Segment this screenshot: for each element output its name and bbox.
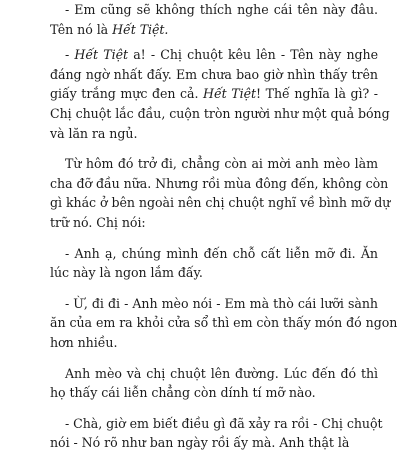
text-run: Chị chuột lắc đầu, cuộn tròn người như một quả bóng [50,105,390,121]
text-run: giấy trắng mực đen cả. [50,86,204,102]
text-line [50,433,378,453]
paragraph [50,364,378,403]
text-line [50,0,378,20]
paragraph-gap [50,353,378,364]
text-line [50,333,378,353]
paragraph-gap [50,283,378,294]
text-run: hơn nhiều. [50,334,118,350]
text-run: nói - Nó rõ như ban ngày rồi ấy mà. Anh thật là [50,435,350,451]
paragraph-gap [50,403,378,414]
text-line [50,84,378,104]
text-run: Từ hôm đó trở đi, chẳng còn ai mời anh mèo làm [65,156,378,172]
text-run: đáng ngờ nhất đấy. Em chưa bao giờ nhìn thấy trên [50,66,378,82]
italic-name: Hết Tiệt [74,47,128,63]
text-line [50,193,391,213]
text-run: - Anh ạ, chúng mình đến chỗ cất liễn mỡ đi. Ăn [65,245,378,261]
paragraph [50,244,378,283]
paragraph [50,45,390,143]
text-line [50,263,378,283]
text-line [50,45,378,65]
italic-name: Hết Tiệt [203,86,257,102]
text-run: Tên nó là [50,21,113,37]
text-run: ! Thế nghĩa là gì? - [256,86,378,102]
text-run: trữ nó. Chị nói: [50,214,146,230]
text-line [50,104,390,124]
text-line [50,20,378,40]
paragraph [50,0,378,39]
text-line [50,313,398,333]
text-line [50,294,378,314]
paragraph-gap [50,233,378,244]
text-run: - Em cũng sẽ không thích nghe cái tên này đâu. [65,2,378,17]
text-line [50,383,378,403]
text-line [50,65,378,85]
text-run: lúc này là ngon lắm đấy. [50,265,203,281]
text-run: - Ừ, đi đi - Anh mèo nói - Em mà thò cái lưỡi sành [65,295,378,311]
italic-name: Hết Tiệt. [112,21,169,37]
text-run: ăn của em ra khỏi cửa sổ thì em còn thấy món đó ngon [50,315,398,331]
text-run: a! - Chị chuột kêu lên - Tên này nghe [128,47,378,63]
paragraph [50,414,383,453]
paragraph [50,154,391,232]
text-line [50,414,383,434]
page-text-body [50,0,398,453]
text-line [50,124,378,144]
text-line [50,244,378,264]
text-run: - Chà, giờ em biết điều gì đã xảy ra rồi - Chị chuột [65,415,383,431]
text-line [50,154,378,174]
text-line [50,364,378,384]
text-run: - [65,47,75,63]
text-run: gì khác ở bên ngoài nên chị chuột nghĩ về bình mỡ dự [50,195,391,211]
text-run: họ thấy cái liễn chẳng còn dính tí mỡ nào. [50,385,316,401]
paragraph [50,294,398,353]
text-run: và lăn ra ngủ. [50,125,138,141]
text-line [50,213,378,233]
paragraph-gap [50,143,378,154]
text-line [50,174,389,194]
text-run: cha đỡ đầu nữa. Nhưng rồi mùa đông đến, không còn [50,175,389,191]
text-run: Anh mèo và chị chuột lên đường. Lúc đến đó thì [65,365,378,381]
